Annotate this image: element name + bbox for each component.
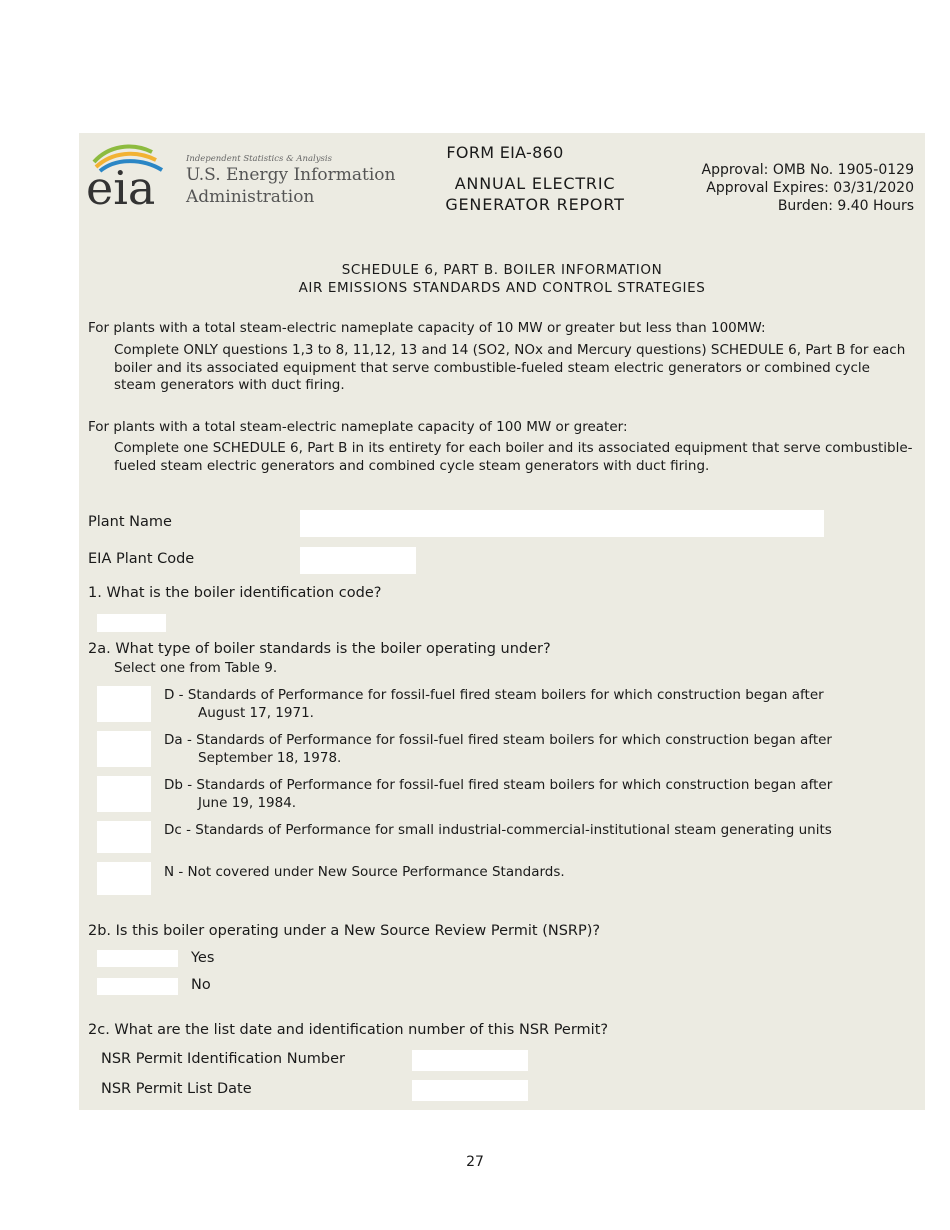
standard-d-line1: D - Standards of Performance for fossil-fuel fired steam boilers for which construction began after xyxy=(164,687,824,703)
standard-da-line2: September 18, 1978. xyxy=(198,750,342,766)
logo-name-line2: Administration xyxy=(186,187,315,207)
page-number: 27 xyxy=(466,1154,484,1170)
schedule-line1: SCHEDULE 6, PART B. BOILER INFORMATION xyxy=(341,262,663,278)
standard-n-label: N - Not covered under New Source Performance Standards. xyxy=(164,864,565,880)
q1-text: 1. What is the boiler identification code? xyxy=(88,585,382,601)
q2a-text: 2a. What type of boiler standards is the boiler operating under? xyxy=(88,641,551,657)
plant-code-label: EIA Plant Code xyxy=(88,551,195,567)
nsr-id-input[interactable] xyxy=(412,1050,528,1071)
schedule-line2: AIR EMISSIONS STANDARDS AND CONTROL STRATEGIES xyxy=(298,280,706,296)
nsrp-yes-label: Yes xyxy=(191,950,215,966)
standard-db-label xyxy=(164,776,832,812)
nsrp-no-label: No xyxy=(191,977,211,993)
logo-name-line1: U.S. Energy Information xyxy=(186,165,396,185)
eia-logo-icon xyxy=(86,140,170,210)
nsr-date-label: NSR Permit List Date xyxy=(101,1081,252,1097)
instruction-small-heading: For plants with a total steam-electric nameplate capacity of 10 MW or greater but less than 100MW: xyxy=(88,320,766,336)
standard-db-checkbox[interactable] xyxy=(97,776,151,812)
standard-db-line2: June 19, 1984. xyxy=(198,795,297,811)
standard-d-label xyxy=(164,686,824,722)
approval-burden: Burden: 9.40 Hours xyxy=(777,198,914,214)
schedule-heading xyxy=(79,261,925,297)
logo-mark: eia xyxy=(86,161,156,210)
boiler-id-input[interactable] xyxy=(97,614,166,632)
standard-db-line1: Db - Standards of Performance for fossil-fuel fired steam boilers for which construction began after xyxy=(164,777,833,793)
logo-tagline: Independent Statistics & Analysis xyxy=(186,154,332,164)
q2c-text: 2c. What are the list date and identification number of this NSR Permit? xyxy=(88,1022,609,1038)
plant-name-input[interactable] xyxy=(300,510,824,537)
approval-block xyxy=(702,161,914,215)
standard-d-line2: August 17, 1971. xyxy=(198,705,314,721)
instruction-large-heading: For plants with a total steam-electric nameplate capacity of 100 MW or greater: xyxy=(88,419,628,435)
plant-code-input[interactable] xyxy=(300,547,416,574)
nsr-id-label: NSR Permit Identification Number xyxy=(101,1051,345,1067)
standard-da-checkbox[interactable] xyxy=(97,731,151,767)
nsrp-yes-checkbox[interactable] xyxy=(97,950,178,967)
standard-da-label xyxy=(164,731,832,767)
approval-omb: Approval: OMB No. 1905-0129 xyxy=(701,162,914,178)
form-title: FORM EIA-860 xyxy=(446,143,564,162)
approval-expires: Approval Expires: 03/31/2020 xyxy=(706,180,914,196)
instruction-small-body: Complete ONLY questions 1,3 to 8, 11,12, 13 and 14 (SO2, NOx and Mercury questions) SCHEDULE 6, Part B for each boiler and its associated equipment that serve combustible-fueled steam electric generators or combined cycle steam generators with duct firing. xyxy=(114,342,906,393)
standard-dc-checkbox[interactable] xyxy=(97,821,151,853)
q2a-subtext: Select one from Table 9. xyxy=(114,660,278,676)
instruction-large-body: Complete one SCHEDULE 6, Part B in its entirety for each boiler and its associated equipment that serve combustible-fueled steam electric generators and combined cycle steam generators with duct firing. xyxy=(114,440,913,474)
report-title: ANNUAL ELECTRIC GENERATOR REPORT xyxy=(445,174,625,214)
nsrp-no-checkbox[interactable] xyxy=(97,978,178,995)
standard-dc-label: Dc - Standards of Performance for small industrial-commercial-institutional steam generating units xyxy=(164,822,832,838)
nsr-date-input[interactable] xyxy=(412,1080,528,1101)
standard-da-line1: Da - Standards of Performance for fossil-fuel fired steam boilers for which construction began after xyxy=(164,732,832,748)
q2b-text: 2b. Is this boiler operating under a New Source Review Permit (NSRP)? xyxy=(88,923,601,939)
plant-name-label: Plant Name xyxy=(88,514,172,530)
standard-d-checkbox[interactable] xyxy=(97,686,151,722)
standard-n-checkbox[interactable] xyxy=(97,862,151,895)
